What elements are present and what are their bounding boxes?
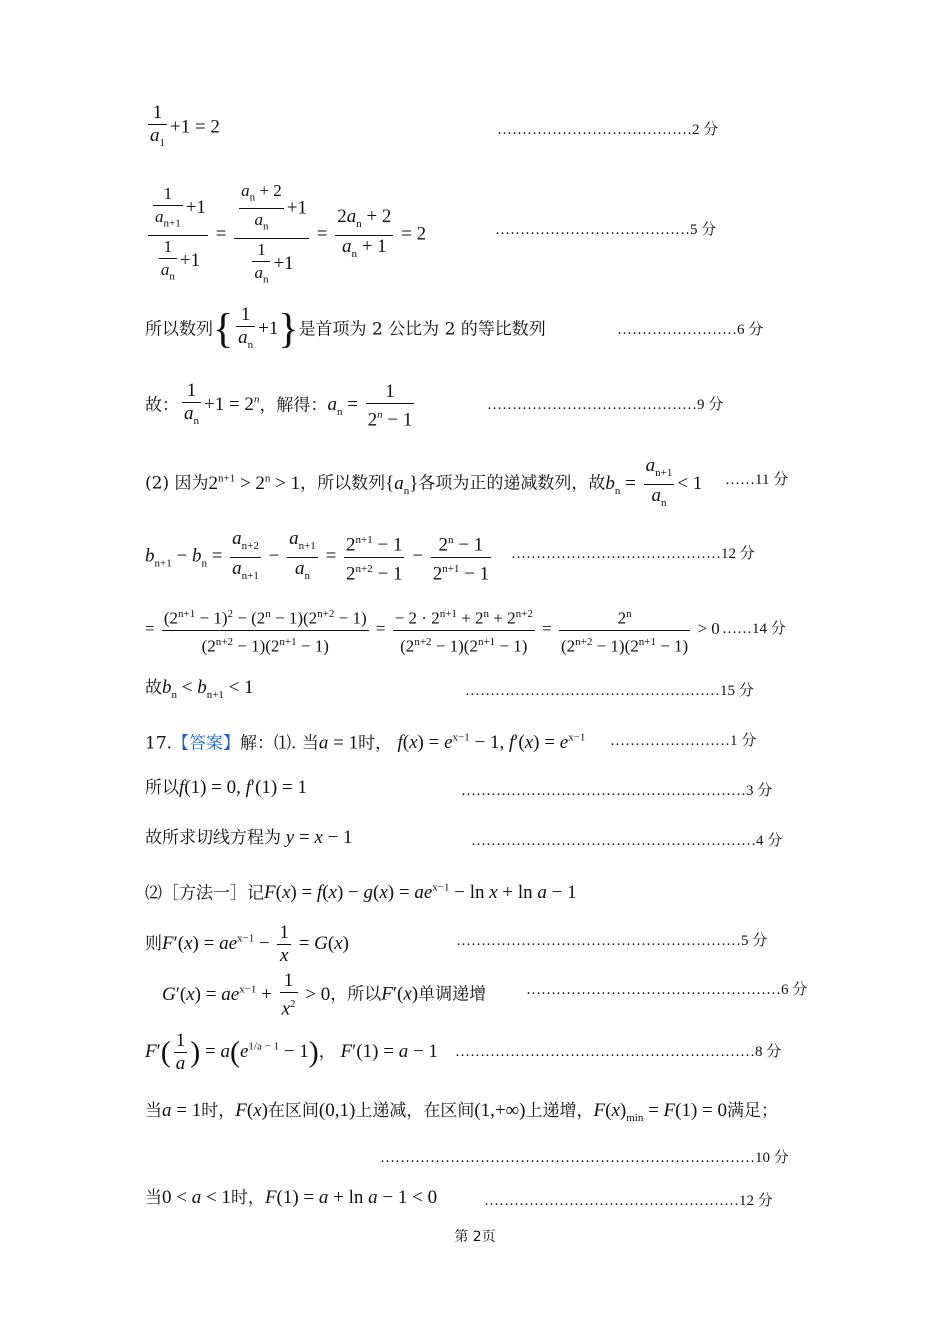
- text-jiede: ，解得：: [259, 395, 328, 416]
- text-suoyi-shulie: 所以数列: [145, 319, 213, 340]
- case-a-equals-1: 当a = 1时，F(x)在区间(0,1)上递减，在区间(1,+∞)上递增，$F(x)_{min} = F(1) = 0$满足；: [145, 1100, 779, 1124]
- score-8: ……………………………………………………8 分: [455, 1044, 782, 1060]
- part2-decreasing: (2) 因为$2^{n+1} > 2^n > 1$，所以数列$\{a_n\}$各项为正的递减数列，故$b_n$ = $\frac{a_{n+1}}{a_n}$ < 1: [145, 455, 703, 509]
- score-5: …………………………………5 分: [495, 222, 717, 238]
- difference-b: $b_{n+1} - b_n$ = $\frac{a_{n+2}}{a_{n+1}}$ − $\frac{a_{n+1}}{a_n}$ = $\frac{2^{n+1} - 1}{2^{n+2} - 1}$ − $\frac{2^n - 1}{2^{n+1} - 1}$: [145, 528, 490, 585]
- derivative-F: 则$F'(x) = ae^{x-1}$ − $\frac{1}{x}$ = G(x): [145, 922, 349, 966]
- text-l19d: 上递减，在区间: [355, 1101, 475, 1121]
- score-11: ……11 分: [725, 472, 789, 488]
- text-comma: ，: [318, 1041, 336, 1062]
- text-l21a: 当: [145, 1188, 162, 1208]
- text-l19a: 当: [145, 1101, 162, 1121]
- text-mono2: 单调递增: [418, 984, 487, 1005]
- score-12a: ……………………………………12 分: [511, 546, 755, 562]
- score-15: ……………………………………………15 分: [465, 683, 754, 699]
- F-prime-values: F′( $\frac{1}{a}$ ) = $a(e^{1/a - 1} - 1)$， F′(1) = a − 1: [145, 1030, 438, 1074]
- score-4: …………………………………………………4 分: [471, 833, 783, 849]
- score-3: …………………………………………………3 分: [461, 783, 773, 799]
- score-6: ……………………6 分: [617, 322, 764, 338]
- text-l19b: 时，: [201, 1101, 236, 1121]
- q17-answer: 17.【答案】解：⑴. 当a = 1时， $f(x) = e^{x-1} - 1$, $f'(x) = e^{x-1}$: [145, 732, 586, 754]
- text-ze: 则: [145, 933, 162, 954]
- score-9: ……………………………………9 分: [487, 397, 724, 413]
- tangent-line: 故所求切线方程为 y = x − 1: [145, 827, 353, 848]
- method-one: ⑵［方法一］记$F(x) = f(x) - g(x) = ae^{x-1} - \ln x + \ln a - 1$: [145, 882, 577, 904]
- score-12b: ……………………………………………12 分: [484, 1193, 773, 1209]
- text-method1: ⑵［方法一］记: [145, 883, 264, 904]
- text-gu2: 故: [145, 678, 162, 698]
- text-ans-rest: 解：⑴. 当: [240, 733, 319, 754]
- text-p2-intro: (2) 因为: [145, 473, 209, 494]
- formula-initial: $\frac{1}{a_1}$ +1 = 2: [150, 102, 220, 149]
- difference-simplified: = $\frac{(2^{n+1} - 1)^2 - (2^n - 1)(2^{n+2} - 1)}{(2^{n+2} - 1)(2^{n+1} - 1)}$ = $\frac{- 2 \cdot 2^{n+1} + 2^n + 2^{n+2}}{(2^{n+2} - 1)(2^{n+1} - 1)}$ = $\frac{2^n}{(2^{n+2} - 1)(2^{n+1} - 1)}$ > 0: [145, 603, 720, 657]
- text-suoyi: 所以: [145, 778, 179, 798]
- formula-ratio: $\frac{1}{a_{n+1}}$ +1 $\frac{1}{a_n}$ +1 = $\frac{a_n + 2}{a_n}$ +1 $\frac{1}{a_n}$ +1 = $\frac{2a_n + 2}{a_n + 1}$ = 2: [145, 180, 426, 290]
- text-l21b: 时，: [230, 1188, 265, 1208]
- score-14: ……14 分: [722, 621, 786, 637]
- case-a-between: 当0 < a < 1时，F(1) = a + ln a − 1 < 0: [145, 1187, 438, 1208]
- text-l19c: 在区间: [267, 1101, 319, 1121]
- score-10: …………………………………………………………………10 分: [380, 1150, 789, 1166]
- text-geometric: 是首项为 2 公比为 2 的等比数列: [298, 319, 546, 340]
- text-mono: ，所以: [330, 984, 382, 1005]
- conclusion-b: 故$b_n < b_{n+1} < 1$: [145, 677, 254, 701]
- page-number: 第 2页: [454, 1229, 496, 1245]
- score-5b: …………………………………………………5 分: [456, 933, 768, 949]
- q17-number: 17.: [145, 733, 173, 754]
- score-2: …………………………………2 分: [497, 122, 719, 138]
- text-ans-when: 时，: [358, 733, 393, 754]
- values-at-1: 所以f(1) = 0, f′(1) = 1: [145, 777, 307, 798]
- general-term: 故： $\frac{1}{a_n}$ $+1 = 2^n$，解得：$a_n$ = $\frac{1}{2^n - 1}$: [145, 380, 413, 431]
- text-p2-mid: ，所以数列: [300, 473, 386, 494]
- text-p2-tail: 各项为正的递减数列，故: [418, 473, 606, 494]
- text-l19e: 上递增，: [525, 1101, 594, 1121]
- score-6b: ……………………………………………6 分: [526, 982, 808, 998]
- answer-tag: 【答案】: [172, 733, 241, 754]
- text-gu: 故：: [145, 395, 179, 416]
- geometric-statement: 所以数列{ $\frac{1}{a_n}$ +1}是首项为 2 公比为 2 的等比数列: [145, 304, 546, 353]
- text-tangent: 故所求切线方程为: [145, 828, 281, 848]
- score-1: ……………………1 分: [610, 733, 757, 749]
- text-l19f: 满足；: [727, 1101, 779, 1121]
- derivative-G: $G'(x) = ae^{x-1}$ + $\frac{1}{x^2}$ > 0，所以F′(x)单调递增: [162, 970, 487, 1020]
